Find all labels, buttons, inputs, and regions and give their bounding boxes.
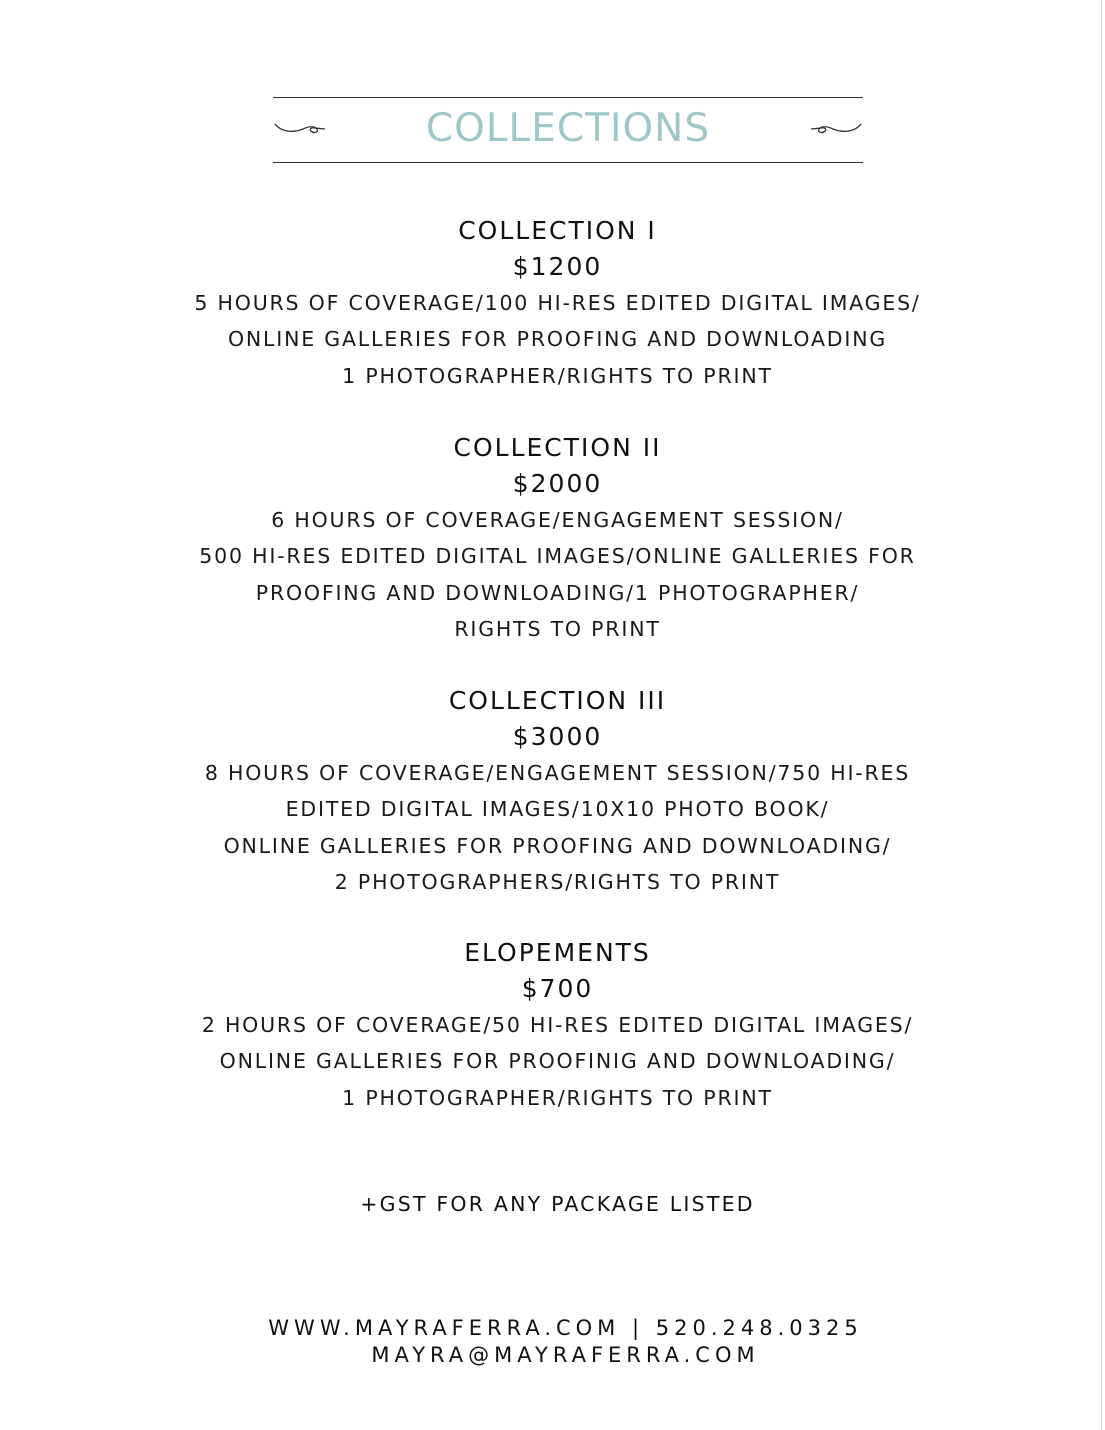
collection-detail: 1 PHOTOGRAPHER/RIGHTS TO PRINT bbox=[342, 363, 773, 388]
collection-detail: 6 HOURS OF COVERAGE/ENGAGEMENT SESSION/ bbox=[271, 508, 844, 532]
collection-elopements bbox=[0, 935, 1105, 1116]
collection-detail: PROOFING AND DOWNLOADING/1 PHOTOGRAPHER/ bbox=[255, 580, 860, 605]
collection-detail: ONLINE GALLERIES FOR PROOFINIG AND DOWNLOADING/ bbox=[219, 1049, 896, 1074]
collection-price: $2000 bbox=[512, 469, 603, 498]
contact-footer bbox=[13, 1315, 1105, 1369]
collection-detail: RIGHTS TO PRINT bbox=[454, 616, 661, 641]
collection-detail: 5 HOURS OF COVERAGE/100 HI-RES EDITED DIGITAL IMAGES/ bbox=[194, 291, 921, 315]
collection-title: ELOPEMENTS bbox=[464, 938, 651, 967]
collection-detail: ONLINE GALLERIES FOR PROOFING AND DOWNLOADING/ bbox=[223, 833, 892, 858]
email-address[interactable]: MAYRA@MAYRAFERRA.COM bbox=[371, 1343, 760, 1367]
collection-title: COLLECTION III bbox=[448, 686, 667, 715]
collection-title: COLLECTION II bbox=[453, 433, 662, 462]
collection-price: $700 bbox=[521, 974, 594, 1003]
collections-header bbox=[273, 97, 863, 163]
collection-detail: 2 HOURS OF COVERAGE/50 HI-RES EDITED DIGITAL IMAGES/ bbox=[201, 1013, 914, 1037]
collection-price: $1200 bbox=[512, 252, 603, 281]
collection-price: $3000 bbox=[512, 722, 603, 751]
website-phone[interactable]: WWW.MAYRAFERRA.COM | 520.248.0325 bbox=[268, 1316, 863, 1340]
collection-detail: EDITED DIGITAL IMAGES/10X10 PHOTO BOOK/ bbox=[285, 797, 830, 822]
gst-note: +GST FOR ANY PACKAGE LISTED bbox=[360, 1192, 755, 1216]
collection-1 bbox=[0, 213, 1105, 394]
flourish-right-icon bbox=[807, 120, 863, 136]
page-title: COLLECTIONS bbox=[425, 106, 711, 151]
collection-detail: 2 PHOTOGRAPHERS/RIGHTS TO PRINT bbox=[334, 869, 781, 894]
collection-3 bbox=[0, 683, 1105, 900]
collection-2 bbox=[0, 430, 1105, 647]
collection-detail: 1 PHOTOGRAPHER/RIGHTS TO PRINT bbox=[342, 1085, 773, 1110]
collection-detail: 500 HI-RES EDITED DIGITAL IMAGES/ONLINE GALLERIES FOR bbox=[199, 544, 916, 569]
collection-detail: ONLINE GALLERIES FOR PROOFING AND DOWNLOADING bbox=[227, 327, 888, 352]
collection-title: COLLECTION I bbox=[458, 216, 657, 245]
collection-detail: 8 HOURS OF COVERAGE/ENGAGEMENT SESSION/750 HI-RES bbox=[204, 761, 911, 785]
